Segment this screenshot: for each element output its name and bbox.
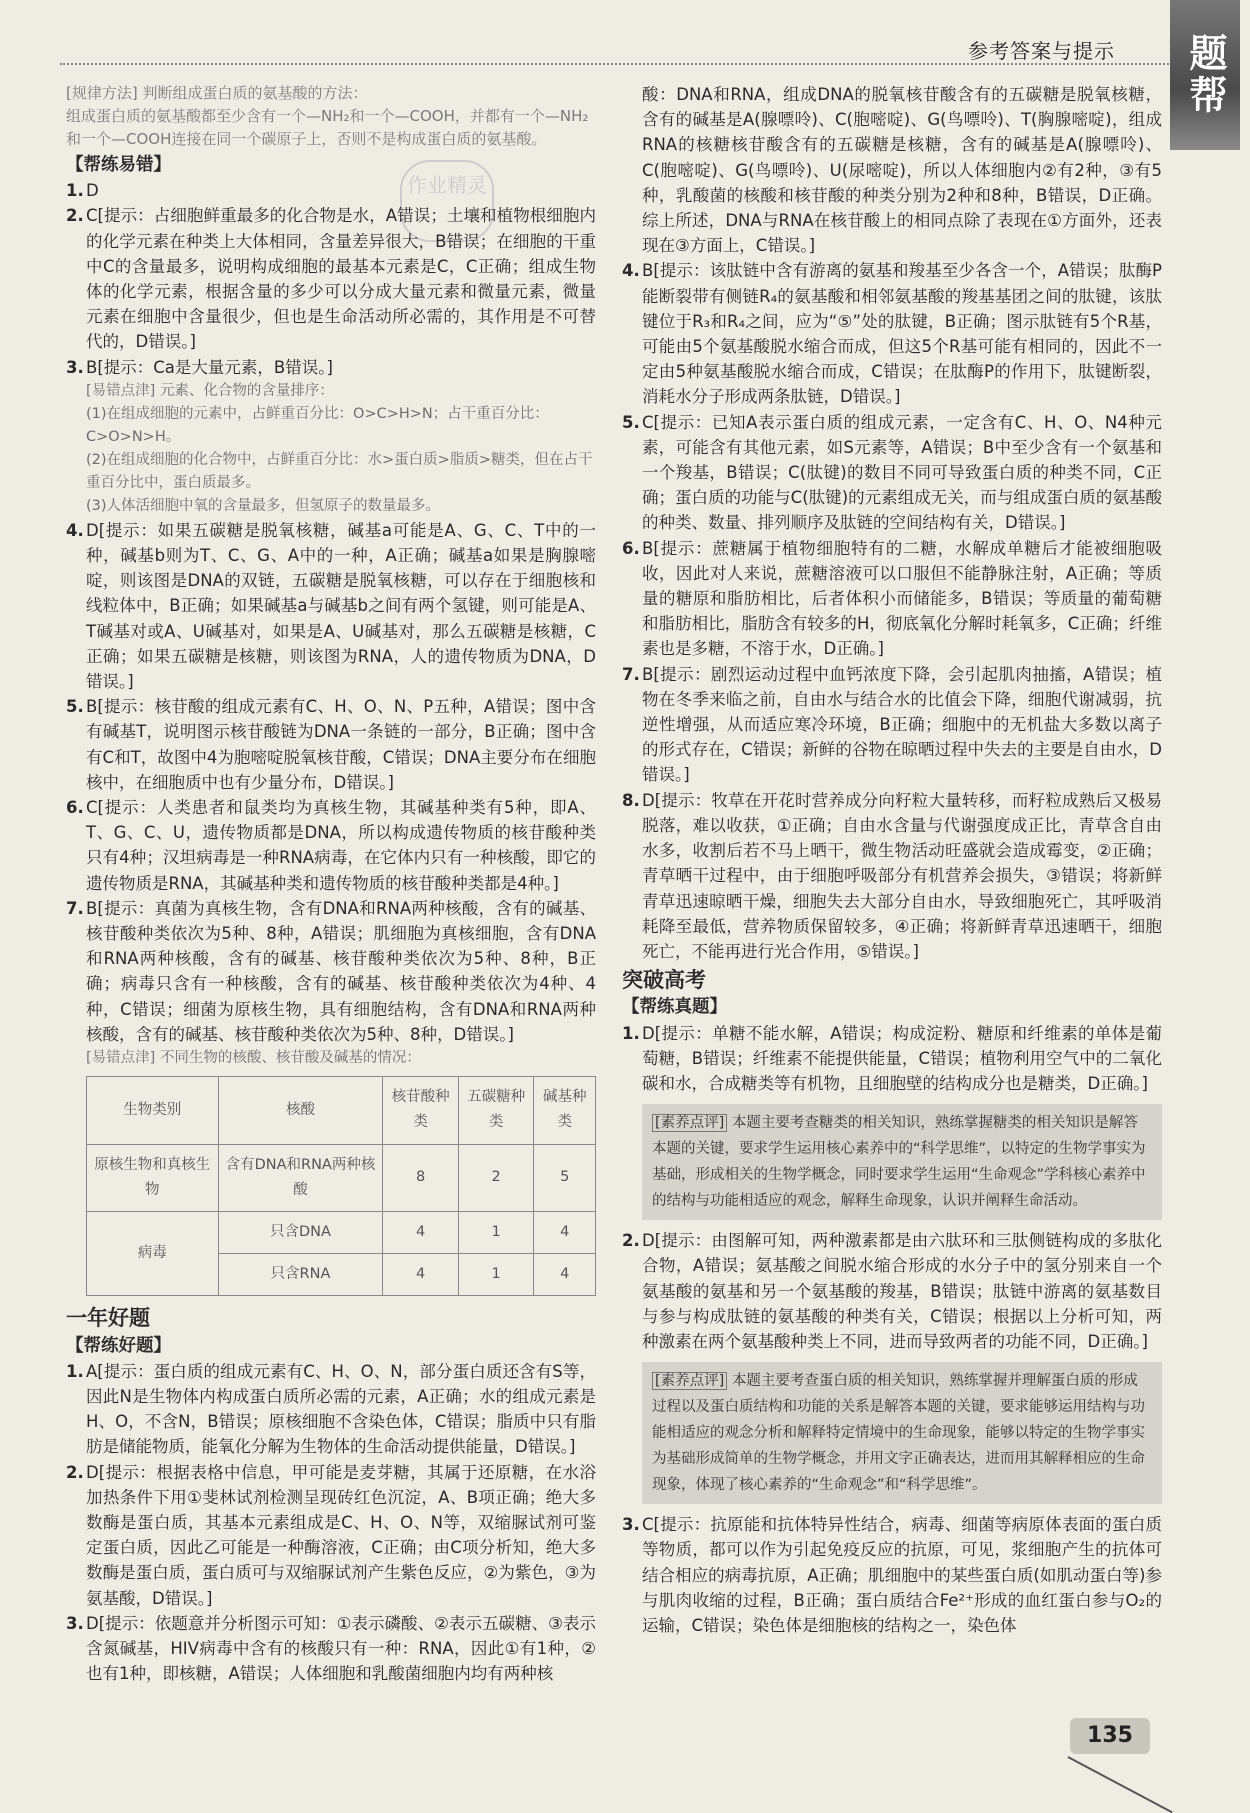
answer-text: D[提示：根据表格中信息，甲可能是麦芽糖，其属于还原糖，在水浴加热条件下用①斐林试剂检测呈现砖红色沉淀，A、B项正确；绝大多数酶是蛋白质，其基本元素组成是C、H、O、N等，双缩脲试剂可鉴定蛋白质，因此乙可能是一种酶溶液，C正确；由C项分析知，绝大多数酶是蛋白质，蛋白质可与双缩脲试剂产生紫色反应，②为紫色，③为氨基酸，D错误。]: [86, 1462, 596, 1608]
answer-number: 2.: [622, 1231, 640, 1251]
table-cell: 8: [383, 1144, 459, 1211]
answer-number: 6.: [66, 798, 84, 818]
major-heading: 突破高考: [622, 968, 706, 993]
answer-number: 7.: [66, 898, 84, 918]
answer-number: 2.: [66, 1462, 84, 1482]
table-header: 核苷酸种类: [383, 1077, 459, 1144]
table-cell: 2: [458, 1144, 534, 1211]
answer-item: [66, 1611, 596, 1687]
answer-text: B[提示：Ca是大量元素，B错误。]: [86, 357, 333, 377]
page-corner-line: [1068, 1756, 1173, 1813]
answer-item: [66, 1359, 596, 1460]
answer-text: B[提示：蔗糖属于植物细胞特有的二糖，水解成单糖后才能被细胞吸收，因此对人来说，蔗糖溶液可以口服但不能静脉注射，A正确；等质量的糖原和脂肪相比，后者体积小而储能多，B错误；等质量的葡萄糖和脂肪相比，脂肪含有较多的H，彻底氧化分解时耗氧多，C正确；纤维素也是多糖，不溶于水，D正确。]: [642, 538, 1162, 659]
section-heading: 【帮练好题】: [66, 1335, 171, 1356]
table-header: 五碳糖种类: [458, 1077, 534, 1144]
method-note: [66, 82, 596, 151]
answer-item: [622, 410, 1162, 536]
answer-number: 3.: [66, 357, 84, 377]
answer-item: [66, 795, 596, 896]
table-header: 碱基种类: [534, 1077, 596, 1144]
table-cell: 1: [458, 1254, 534, 1296]
answer-item: [66, 518, 596, 694]
answer-number: 7.: [622, 664, 640, 684]
table-row: [87, 1211, 596, 1253]
answer-text: D[提示：单糖不能水解，A错误；构成淀粉、糖原和纤维素的单体是葡萄糖，B错误；纤维素不能提供能量，C错误；植物利用空气中的二氧化碳和水，合成糖类等有机物，且细胞壁的结构成分也是糖类，D正确。]: [642, 1023, 1162, 1093]
answer-item: [66, 203, 596, 354]
table-cell: 4: [534, 1211, 596, 1253]
tip-tag: [易错点津]: [86, 382, 156, 399]
right-column: [622, 82, 1162, 1638]
brand-logo: 题帮: [1170, 0, 1240, 150]
answer-text: C[提示：占细胞鲜重最多的化合物是水，A错误；土壤和植物根细胞内的化学元素在种类上大体相同，含量差异很大，B错误；在细胞的干重中C的含量最多，说明构成细胞的最基本元素是C，C正确；组成生物体的化学元素，根据含量的多少可以分成大量元素和微量元素，微量元素在细胞中含量很少，但也是生命活动所必需的，其作用是不可替代的，D错误。]: [86, 206, 596, 352]
table-cell: 含有DNA和RNA两种核酸: [218, 1144, 383, 1211]
tip-note: [66, 1047, 596, 1070]
tip-tag: [易错点津]: [86, 1050, 156, 1067]
answer-number: 3.: [622, 1515, 640, 1535]
table-header-row: [87, 1077, 596, 1144]
answer-number: 1.: [66, 1361, 84, 1381]
tip-line: (3)人体活细胞中氧的含量最多，但氢原子的数量最多。: [86, 497, 441, 514]
answer-item: [66, 355, 596, 380]
table-header: 核酸: [218, 1077, 383, 1144]
review-box: [642, 1104, 1162, 1220]
table-cell: 5: [534, 1144, 596, 1211]
tip-line: 元素、化合物的含量排序：: [159, 382, 334, 399]
answer-text: C[提示：抗原能和抗体特异性结合，病毒、细菌等病原体表面的蛋白质等物质，都可以作为引起免疫反应的抗原，可见，浆细胞产生的抗体可结合相应的病毒抗原，A正确；肌细胞中的某些蛋白质(如肌动蛋白等)参与肌肉收缩的过程，B正确；蛋白质结合Fe²⁺形成的血红蛋白参与O₂的运输，C错误；染色体是细胞核的结构之一，染色体: [642, 1515, 1162, 1635]
table-row: [87, 1144, 596, 1211]
answer-text: D[提示：依题意并分析图示可知：①表示磷酸、②表示五碳糖、③表示含氮碱基，HIV病毒中含有的核酸只有一种：RNA，因此①有1种，②也有1种，即核糖，A错误；人体细胞和乳酸菌细胞内均有两种核: [86, 1613, 596, 1684]
answer-text: C[提示：人类患者和鼠类均为真核生物，其碱基种类有5种，即A、T、G、C、U，遗传物质都是DNA，所以构成遗传物质的核苷酸种类只有4种；汉坦病毒是一种RNA病毒，在它体内只有一种核酸，即它的遗传物质是RNA，其碱基种类和遗传物质的核苷酸种类都是4种。]: [86, 798, 596, 893]
answer-text: 酸：DNA和RNA，组成DNA的脱氧核苷酸含有的五碳糖是脱氧核糖，含有的碱基是A(腺嘌呤)、C(胞嘧啶)、G(鸟嘌呤)、T(胸腺嘧啶)，组成RNA的核糖核苷酸含有的五碳糖是核糖，含有的碱基是A(腺嘌呤)、C(胞嘧啶)、G(鸟嘌呤)、U(尿嘧啶)，所以人体细胞内②有2种，③有5种，乳酸菌的核酸和核苷酸的种类分别为2种和8种，B错误，D正确。综上所述，DNA与RNA在核苷酸上的相同点除了表现在①方面外，还表现在③方面上，C错误。]: [642, 85, 1162, 256]
table-cell: 4: [534, 1254, 596, 1296]
table-cell: 病毒: [87, 1211, 219, 1295]
answer-item: [622, 258, 1162, 409]
left-column: [66, 82, 596, 1686]
page-number: 135: [1070, 1718, 1150, 1754]
answer-item: [622, 788, 1162, 964]
method-line: 判断组成蛋白质的氨基酸的方法：: [142, 84, 368, 102]
answer-text: B[提示：剧烈运动过程中血钙浓度下降，会引起肌肉抽搐，A错误；植物在冬季来临之前，自由水与结合水的比值会下降，细胞代谢减弱，抗逆性增强，从而适应寒冷环境，B正确；细胞中的无机盐大多数以离子的形式存在，C错误；新鲜的谷物在晾晒过程中失去的主要是自由水，D错误。]: [642, 664, 1162, 785]
answer-text: A[提示：蛋白质的组成元素有C、H、O、N，部分蛋白质还含有S等，因此N是生物体内构成蛋白质所必需的元素，A正确；水的组成元素是H、O，不含N，B错误；原核细胞不含染色体，C错误；脂质中只有脂肪是储能物质，能氧化分解为生物体的生命活动提供能量，D错误。]: [86, 1361, 596, 1457]
tip-line: 不同生物的核酸、核苷酸及碱基的情况：: [159, 1050, 421, 1067]
table-cell: 1: [458, 1211, 534, 1253]
table-cell: 4: [383, 1254, 459, 1296]
review-tag: [素养点评]: [652, 1114, 727, 1132]
answer-text: D: [86, 181, 99, 201]
header-title: 参考答案与提示: [968, 39, 1115, 63]
answer-number: 8.: [622, 790, 640, 810]
review-tag: [素养点评]: [652, 1372, 727, 1390]
method-tag: [规律方法]: [66, 84, 138, 102]
answer-number: 6.: [622, 538, 640, 558]
answer-text: D[提示：如果五碳糖是脱氧核糖，碱基a可能是A、G、C、T中的一种，碱基b则为T、C、G、A中的一种，A正确；碱基a如果是胸腺嘧啶，则该图是DNA的双链，五碳糖是脱氧核糖，可以存在于细胞核和线粒体中，B正确；如果碱基a与碱基b之间有两个氢键，则可能是A、T碱基对或A、U碱基对，如果是A、U碱基对，那么五碳糖是核糖，C正确；如果五碳糖是核糖，则该图为RNA，人的遗传物质为DNA，D错误。]: [86, 520, 596, 692]
answer-text: B[提示：真菌为真核生物，含有DNA和RNA两种核酸，含有的碱基、核苷酸种类依次为5种、8种，A错误；肌细胞为真核细胞，含有DNA和RNA两种核酸，含有的碱基、核苷酸种类依次为5种、8种，B正确；病毒只含有一种核酸，含有的碱基、核苷酸种类依次为4种、4种，C错误；细菌为原核生物，具有细胞结构，含有DNA和RNA两种核酸，含有的碱基、核苷酸种类依次为5种、8种，D错误。]: [86, 898, 596, 1044]
answer-item: [66, 1460, 596, 1611]
answer-number: 4.: [66, 520, 84, 540]
answer-number: [622, 82, 642, 258]
answer-number: 1.: [622, 1023, 640, 1043]
answer-number: 4.: [622, 261, 640, 281]
answer-item: [622, 1228, 1162, 1354]
answer-text: D[提示：牧草在开花时营养成分向籽粒大量转移，而籽粒成熟后又极易脱落，难以收获，①正确；自由水含量与代谢强度成正比，青草含自由水多，收割后若不马上晒干，微生物活动旺盛就会造成霉变，②正确；青草晒干过程中，由于细胞呼吸部分有机营养会损失，③错误；将新鲜青草迅速晾晒干燥，细胞失去大部分自由水，导致细胞死亡，其呼吸消耗降至最低，营养物质保留较多，④正确；将新鲜青草迅速晒干，细胞死亡，不能再进行光合作用，⑤错误。]: [642, 790, 1162, 961]
answer-item: [622, 82, 1162, 258]
answer-text: B[提示：该肽链中含有游离的氨基和羧基至少各含一个，A错误；肽酶P能断裂带有侧链R₄的氨基酸和相邻氨基酸的羧基基团之间的肽键，该肽键位于R₃和R₄之间，应为“⑤”处的肽键，B正确；图示肽链有5个R基，可能由5个氨基酸脱水缩合而成，但这5个R基可能有相同的，因此不一定由5种氨基酸脱水缩合而成，C错误；在肽酶P的作用下，肽键断裂，消耗水分子形成两条肽链，D错误。]: [642, 261, 1162, 407]
section-heading: 【帮练易错】: [66, 155, 171, 175]
section-heading: 【帮练真题】: [622, 997, 727, 1018]
answer-item: [66, 896, 596, 1047]
major-heading: 一年好题: [66, 1306, 150, 1331]
answer-text: D[提示：由图解可知，两种激素都是由六肽环和三肽侧链构成的多肽化合物，A错误；氨基酸之间脱水缩合形成的水分子中的氢分别来自一个氨基酸的氨基和另一个氨基酸的羧基，B错误；肽链中游离的氨基数目与参与构成肽链的氨基酸的种类有关，C错误；根据以上分析可知，两种激素在两个氨基酸种类上不同，进而导致两者的功能不同，D正确。]: [642, 1231, 1162, 1351]
answer-number: 5.: [66, 697, 84, 717]
answer-number: 2.: [66, 206, 84, 226]
answer-item: [622, 1021, 1162, 1097]
nucleic-table: [86, 1076, 596, 1296]
tip-line: (1)在组成细胞的元素中，占鲜重百分比：O>C>H>N；占干重百分比：C>O>N>H。: [86, 405, 549, 445]
review-box: [642, 1362, 1162, 1504]
answer-text: C[提示：已知A表示蛋白质的组成元素，一定含有C、H、O、N4种元素，可能含有其他元素，如S元素等，A错误；B中至少含有一个氨基和一个羧基，B错误；C(肽键)的数目不同可导致蛋白质的种类不同，C正确；蛋白质的功能与C(肽键)的元素组成无关，而与组成蛋白质的氨基酸的种类、数量、排列顺序及肽链的空间结构有关，D错误。]: [642, 412, 1162, 533]
answer-item: [622, 536, 1162, 662]
answer-item: [66, 178, 596, 203]
review-text: 本题主要考查蛋白质的相关知识，熟练掌握并理解蛋白质的形成过程以及蛋白质结构和功能的关系是解答本题的关键，要求能够运用结构与功能相适应的观念分析和解释特定情境中的生命现象，能够以特定的生物学事实为基础形成简单的生物学概念，并用文字正确表达，进而用其解释相应的生命现象，体现了核心素养的“生命观念”和“科学思维”。: [652, 1373, 1145, 1494]
table-cell: 4: [383, 1211, 459, 1253]
method-line: 组成蛋白质的氨基酸都至少含有一个—NH₂和一个—COOH，并都有一个—NH₂和一个—COOH连接在同一个碳原子上，否则不是构成蛋白质的氨基酸。: [66, 107, 589, 148]
answer-number: 3.: [66, 1613, 84, 1633]
answer-item: [66, 694, 596, 795]
answer-number: 5.: [622, 412, 640, 432]
answer-text: B[提示：核苷酸的组成元素有C、H、O、N、P五种，A错误；图中含有碱基T，说明图示核苷酸链为DNA一条链的一部分，B正确；图中含有C和T，故图中4为胞嘧啶脱氧核苷酸，C错误；DNA主要分布在细胞核中，在细胞质中也有少量分布，D错误。]: [86, 697, 596, 792]
review-text: 本题主要考查糖类的相关知识，熟练掌握糖类的相关知识是解答本题的关键，要求学生运用核心素养中的“科学思维”，以特定的生物学事实为基础，形成相关的生物学概念，同时要求学生运用“生命观念”学科核心素养中的结构与功能相适应的观念，解释生命现象，认识并阐释生命活动。: [652, 1115, 1146, 1210]
answer-item: [622, 1512, 1162, 1638]
table-cell: 只含RNA: [218, 1254, 383, 1296]
table-header: 生物类别: [87, 1077, 219, 1144]
tip-note: [66, 380, 596, 518]
watermark-stamp: 作业精灵: [400, 160, 494, 242]
answer-number: 1.: [66, 181, 84, 201]
table-cell: 只含DNA: [218, 1211, 383, 1253]
answer-item: [622, 662, 1162, 788]
table-cell: 原核生物和真核生物: [87, 1144, 219, 1211]
tip-line: (2)在组成细胞的化合物中，占鲜重百分比：水>蛋白质>脂质>糖类，但在占干重百分比中，蛋白质最多。: [86, 451, 593, 491]
